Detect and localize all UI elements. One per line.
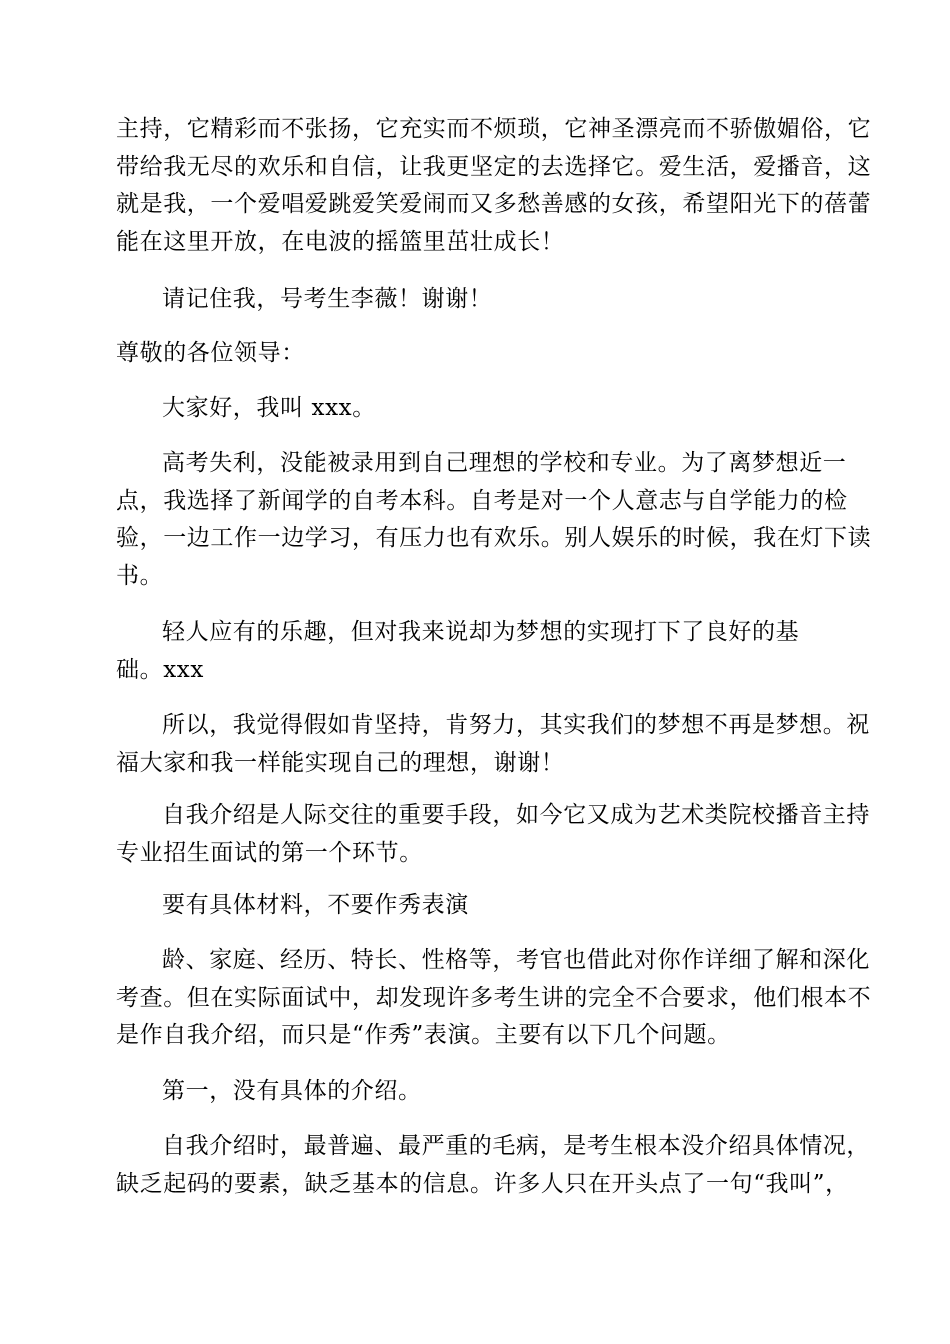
paragraph-greeting (116, 390, 836, 428)
text-line: 是作自我介绍，而只是“作秀”表演。主要有以下几个问题。 (116, 1022, 731, 1048)
text-line: 轻人应有的乐趣，但对我来说却为梦想的实现打下了良好的基 (162, 619, 800, 645)
text-line: 第一，没有具体的介绍。 (162, 1078, 422, 1104)
text-line: 就是我，一个爱唱爱跳爱笑爱闹而又多愁善感的女孩，希望阳光下的蓓蕾 (116, 191, 872, 217)
paragraph-problems (116, 942, 872, 1055)
text-line: 带给我无尽的欢乐和自信，让我更坚定的去选择它。爱生活，爱播音，这 (116, 153, 872, 180)
text-line: 主持，它精彩而不张扬，它充实而不烦琐，它神圣漂亮而不骄傲媚俗，它 (116, 116, 872, 142)
text-line: 所以，我觉得假如肯坚持，肯努力，其实我们的梦想不再是梦想。祝 (162, 712, 870, 738)
paragraph-1 (116, 111, 872, 261)
text-line: 龄、家庭、经历、特长、性格等，考官也借此对你作详细了解和深化 (162, 947, 870, 973)
paragraph-heading (116, 887, 836, 925)
paragraph-gaokao (116, 445, 872, 595)
text-line: 点，我选择了新闻学的自考本科。自考是对一个人意志与自学能力的检 (116, 487, 848, 514)
text-line: 缺乏起码的要素，缺乏基本的信息。许多人只在开头点了一句“我叫”， (116, 1170, 849, 1197)
text-line: 高考失利，没能被录用到自己理想的学校和专业。为了离梦想近一 (162, 450, 847, 476)
text-line: 自我介绍时，最普遍、最严重的毛病，是考生根本没介绍具体情况， (162, 1133, 870, 1159)
paragraph-dream (116, 707, 870, 782)
text-line: 要有具体材料，不要作秀表演 (162, 892, 469, 918)
paragraph-intro (116, 797, 870, 872)
text-line: 验，一边工作一边学习，有压力也有欢乐。别人娱乐的时候，我在灯下读 (116, 525, 872, 551)
text-line: 书。 (116, 562, 164, 589)
text-line: 大家好，我叫 xxx。 (162, 395, 376, 421)
paragraph-common-error (116, 1128, 870, 1203)
paragraph-first-point (116, 1073, 836, 1111)
text-line: 考查。但在实际面试中，却发现许多考生讲的完全不合要求，他们根本不 (116, 984, 872, 1011)
text-line: 专业招生面试的第一个环节。 (116, 839, 423, 866)
text-line: 福大家和我一样能实现自己的理想，谢谢！ (116, 749, 565, 776)
text-line: 尊敬的各位领导： (116, 340, 305, 366)
paragraph-foundation (116, 614, 836, 689)
text-line: 础。xxx (116, 656, 204, 683)
text-line: 自我介绍是人际交往的重要手段，如今它又成为艺术类院校播音主持 (162, 802, 870, 828)
salutation (116, 335, 836, 373)
paragraph-2 (116, 281, 836, 319)
text-line: 能在这里开放，在电波的摇篮里茁壮成长！ (116, 228, 565, 255)
text-line: 请记住我，号考生李薇！谢谢！ (162, 286, 493, 312)
